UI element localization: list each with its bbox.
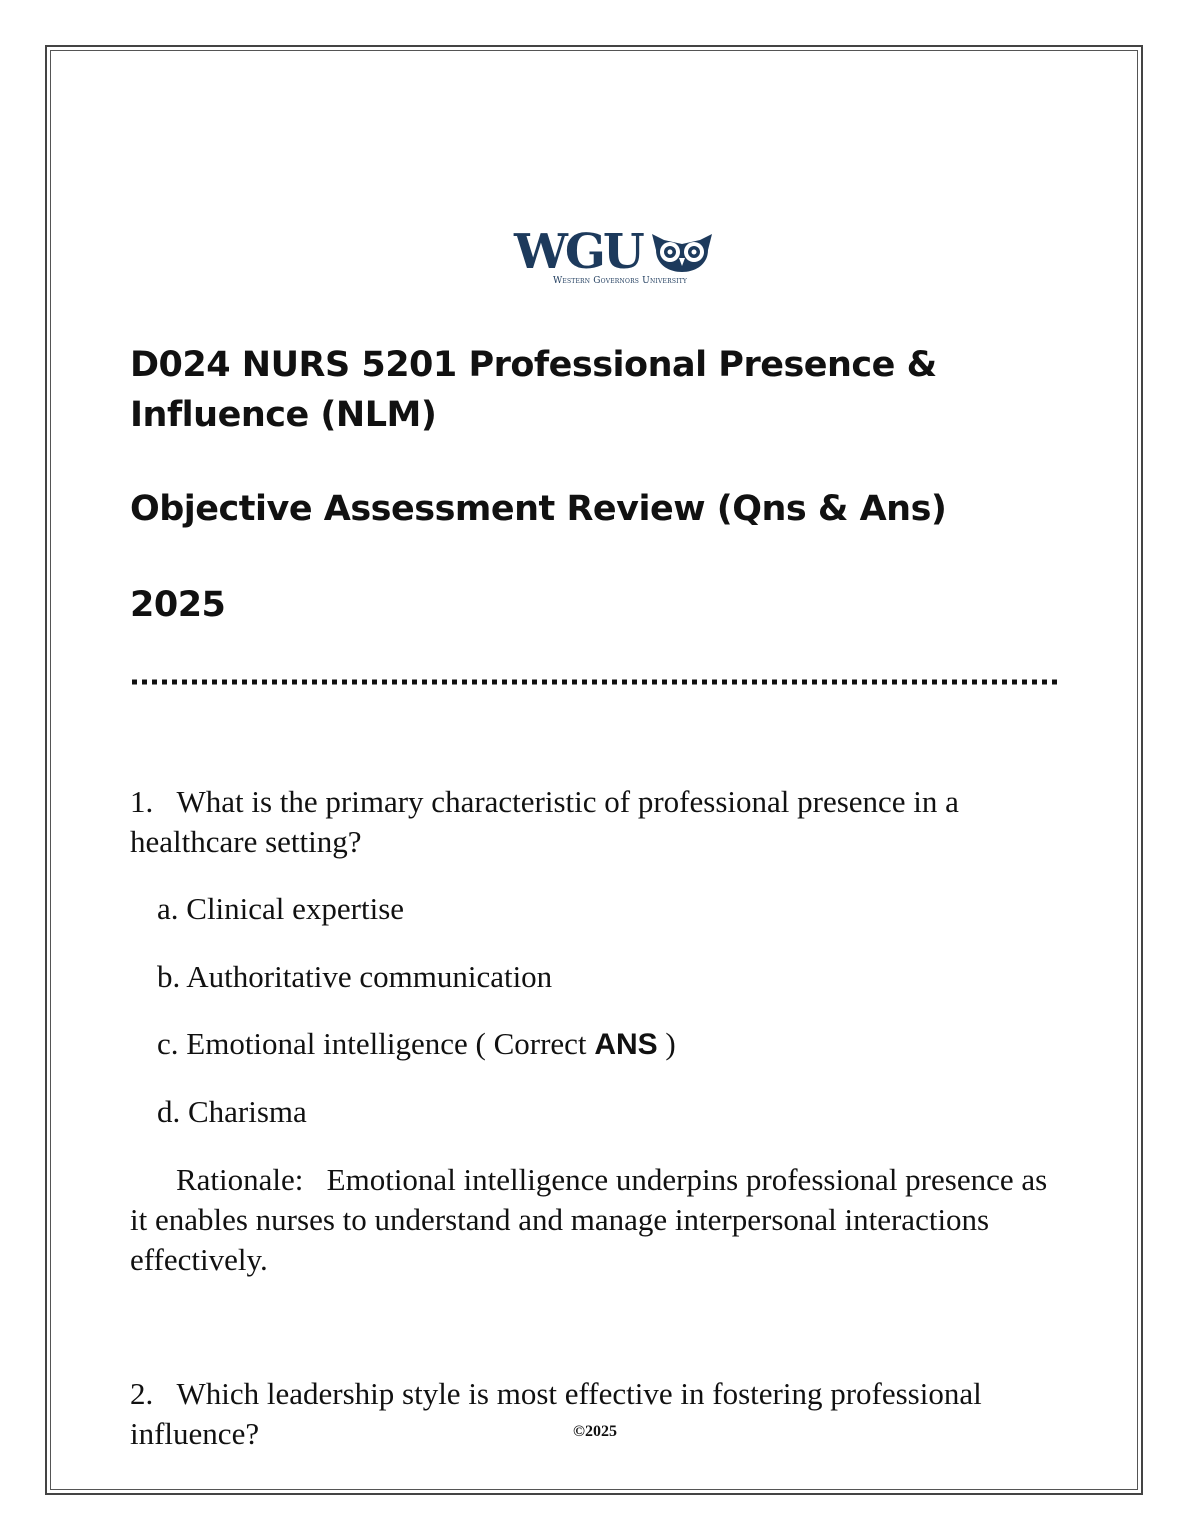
option-letter: b.: [157, 959, 181, 994]
option-text: Authoritative communication: [186, 959, 553, 994]
logo-subtitle: Western Governors University: [552, 276, 688, 286]
owl-icon: [650, 230, 714, 274]
option-letter: d.: [157, 1094, 181, 1129]
option-b: [157, 957, 552, 997]
rationale-label: Rationale:: [176, 1162, 304, 1197]
option-text: Clinical expertise: [186, 891, 405, 926]
question-number: 2.: [130, 1376, 154, 1411]
logo-wordmark: WGU: [514, 224, 642, 280]
option-text: Emotional intelligence (: [186, 1026, 486, 1061]
dotted-divider: [130, 670, 1060, 690]
question-text: Which leadership style is most effective in fostering professional influence?: [130, 1376, 982, 1451]
wgu-logo: [514, 226, 718, 290]
option-d: [157, 1092, 307, 1132]
document-year: 2025: [130, 585, 226, 625]
correct-answer-badge: ANS: [594, 1028, 658, 1061]
correct-word: Correct: [493, 1026, 587, 1061]
question-number: 1.: [130, 784, 154, 819]
option-letter: c.: [157, 1026, 179, 1061]
course-title: D024 NURS 5201 Professional Presence & Influence (NLM): [130, 345, 937, 435]
document-subtitle: Objective Assessment Review (Qns & Ans): [130, 489, 947, 529]
option-letter: a.: [157, 891, 179, 926]
question-text: What is the primary characteristic of professional presence in a healthcare setting?: [130, 784, 959, 859]
option-c: [157, 1024, 676, 1065]
option-text: Charisma: [188, 1094, 307, 1129]
question-1: [130, 782, 1060, 862]
option-a: [157, 889, 404, 929]
option-close-paren: ): [665, 1026, 676, 1061]
rationale: [130, 1160, 1060, 1280]
question-2: [130, 1374, 1060, 1454]
rationale-text: Emotional intelligence underpins professional presence as it enables nurses to understand and manage interpersonal interactions effectively.: [130, 1162, 1048, 1277]
footer-copyright: ©2025: [573, 1423, 617, 1440]
